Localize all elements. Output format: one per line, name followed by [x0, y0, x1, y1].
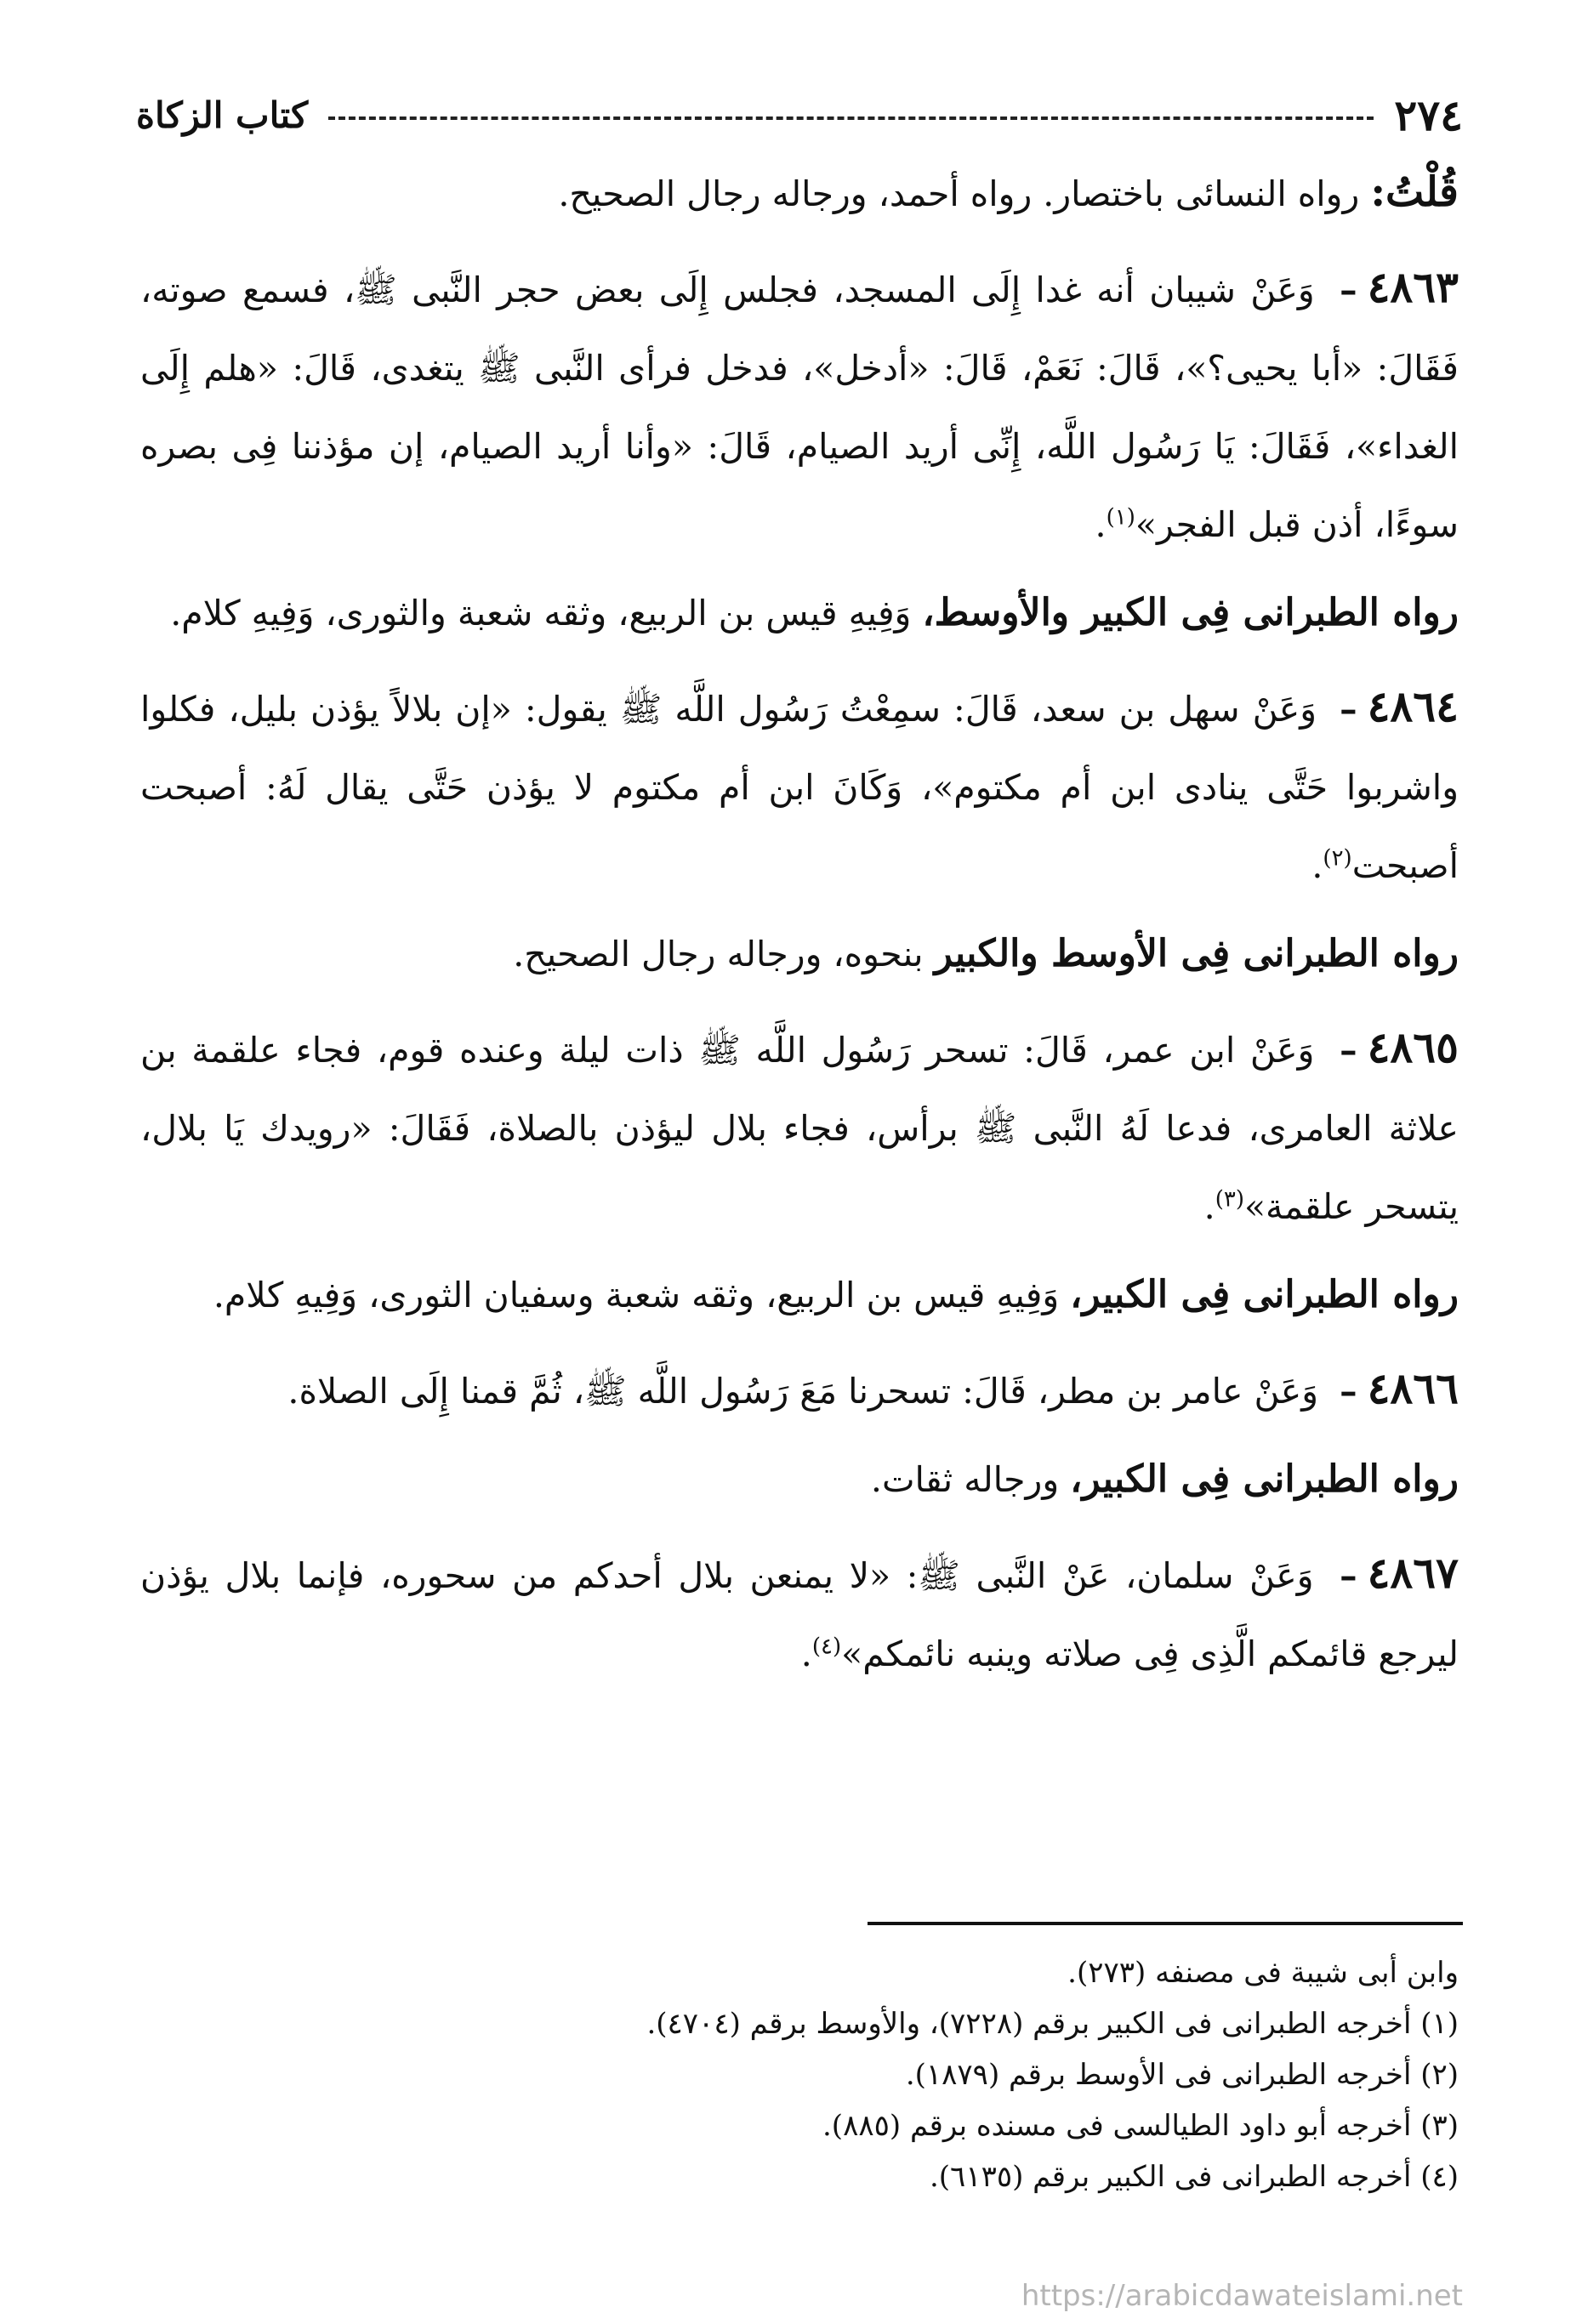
- hadith-paragraph: [140, 1009, 1459, 1246]
- hadith-dash: –: [1340, 1030, 1357, 1071]
- header-dashed-rule: [328, 116, 1374, 120]
- source-text: وَفِيهِ قيس بن الربيع، وثقه شعبة والثورى، وَفِيهِ كلام.: [170, 593, 912, 634]
- footnote-ref: (٣): [1215, 1186, 1244, 1213]
- hadith-paragraph: [140, 1534, 1459, 1693]
- hadith-number: ٤٨٦٦: [1367, 1363, 1459, 1413]
- footnote-ref: (٢): [1323, 845, 1352, 872]
- hadith-text: وَعَنْ سهل بن سعد، قَالَ: سمِعْتُ رَسُول اللَّه ﷺ يقول: «إن بلالاً يؤذن بليل، فكلوا واشربوا حَتَّى ينادى ابن أم مكتوم»، وَكَانَ ابن أم مكتوم لا يؤذن حَتَّى يقال لَهُ: أصبحت أصبحت: [140, 689, 1459, 886]
- source-paragraph: [140, 574, 1459, 652]
- hadith-dash: –: [1340, 1555, 1357, 1596]
- note-text: رواه النسائى باختصار. رواه أحمد، ورجاله رجال الصحيح.: [558, 173, 1360, 214]
- footnote-ref: (١): [1106, 504, 1135, 531]
- hadith-dash: –: [1340, 270, 1357, 310]
- hadith-end: .: [1095, 504, 1107, 545]
- footnote-line: (٢) أخرجه الطبرانى فى الأوسط برقم (١٨٧٩).: [905, 2058, 1459, 2092]
- hadith-end: .: [800, 1634, 812, 1674]
- note-lead: قُلْتُ:: [1370, 168, 1459, 216]
- footnote-line: (٤) أخرجه الطبرانى فى الكبير برقم (٦١٣٥).: [929, 2160, 1459, 2194]
- hadith-paragraph: [140, 668, 1459, 905]
- hadith-text: وَعَنْ ابن عمر، قَالَ: تسحر رَسُول اللَّه ﷺ ذات ليلة وعنده قوم، فجاء علقمة بن علاثة العامرى، فدعا لَهُ النَّبى ﷺ برأس، فجاء بلال ليؤذن بالصلاة، فَقَالَ: «رويدك يَا بلال، يتسحر علقمة»: [140, 1030, 1459, 1227]
- hadith-end: .: [1311, 845, 1323, 886]
- note-paragraph: [140, 153, 1459, 233]
- footnote-line: (٣) أخرجه أبو داود الطيالسى فى مسنده برقم (٨٨٥).: [822, 2109, 1459, 2143]
- hadith-text: وَعَنْ شيبان أنه غدا إِلَى المسجد، فجلس إِلَى بعض حجر النَّبى ﷺ، فسمع صوته، فَقَالَ: «أبا يحيى؟»، قَالَ: نَعَمْ، قَالَ: «أدخل»، فدخل فرأى النَّبى ﷺ يتغدى، قَالَ: «هلم إِلَى الغداء»، فَقَالَ: يَا رَسُول اللَّه، إِنِّى أريد الصيام، قَالَ: «وأنا أريد الصيام، إن مؤذننا فِى بصره سوءًا، أذن قبل الفجر»: [140, 270, 1459, 545]
- watermark: https://arabicdawateislami.net: [1021, 2279, 1463, 2313]
- hadith-number: ٤٨٦٧: [1367, 1548, 1459, 1598]
- hadith-paragraph: [140, 248, 1459, 564]
- hadith-text: وَعَنْ عامر بن مطر، قَالَ: تسحرنا مَعَ رَسُول اللَّه ﷺ، ثُمَّ قمنا إِلَى الصلاة.: [287, 1371, 1319, 1412]
- book-title: كتاب الزكاة: [136, 94, 309, 136]
- hadith-paragraph: [140, 1350, 1459, 1430]
- footnote-line: (١) أخرجه الطبرانى فى الكبير برقم (٧٢٢٨)، والأوسط برقم (٤٧٠٤).: [646, 2007, 1459, 2041]
- hadith-dash: –: [1340, 1371, 1357, 1412]
- hadith-end: .: [1203, 1186, 1215, 1227]
- hadith-number: ٤٨٦٤: [1367, 681, 1459, 731]
- source-text: ورجاله ثقات.: [870, 1459, 1060, 1500]
- main-text: [140, 153, 1459, 1703]
- page-number: ٢٧٤: [1394, 89, 1463, 140]
- source-text: بنحوه، ورجاله رجال الصحيح.: [513, 934, 924, 974]
- source-paragraph: [140, 1256, 1459, 1334]
- source-text: وَفِيهِ قيس بن الربيع، وثقه شعبة وسفيان الثورى، وَفِيهِ كلام.: [213, 1275, 1060, 1315]
- source-citation: رواه الطبرانى فِى الكبير،: [1070, 1457, 1459, 1501]
- source-paragraph: [140, 915, 1459, 993]
- hadith-number: ٤٨٦٣: [1367, 262, 1459, 312]
- source-citation: رواه الطبرانى فِى الكبير،: [1070, 1273, 1459, 1316]
- source-citation: رواه الطبرانى فِى الكبير والأوسط،: [922, 591, 1459, 634]
- footnotes: [140, 1947, 1459, 2202]
- footnote-line: وابن أبى شيبة فى مصنفه (٢٧٣).: [1067, 1956, 1459, 1990]
- page-header: [136, 89, 1463, 140]
- hadith-number: ٤٨٦٥: [1367, 1022, 1459, 1072]
- footnote-separator: [868, 1922, 1463, 1925]
- footnote-ref: (٤): [811, 1634, 842, 1660]
- source-paragraph: [140, 1440, 1459, 1519]
- source-citation: رواه الطبرانى فِى الأوسط والكبير: [934, 932, 1459, 975]
- hadith-dash: –: [1340, 689, 1357, 730]
- hadith-text: وَعَنْ سلمان، عَنْ النَّبى ﷺ: «لا يمنعن بلال أحدكم من سحوره، فإنما بلال يؤذن ليرجع قائمكم الَّذِى فِى صلاته وينبه نائمكم»: [140, 1555, 1459, 1674]
